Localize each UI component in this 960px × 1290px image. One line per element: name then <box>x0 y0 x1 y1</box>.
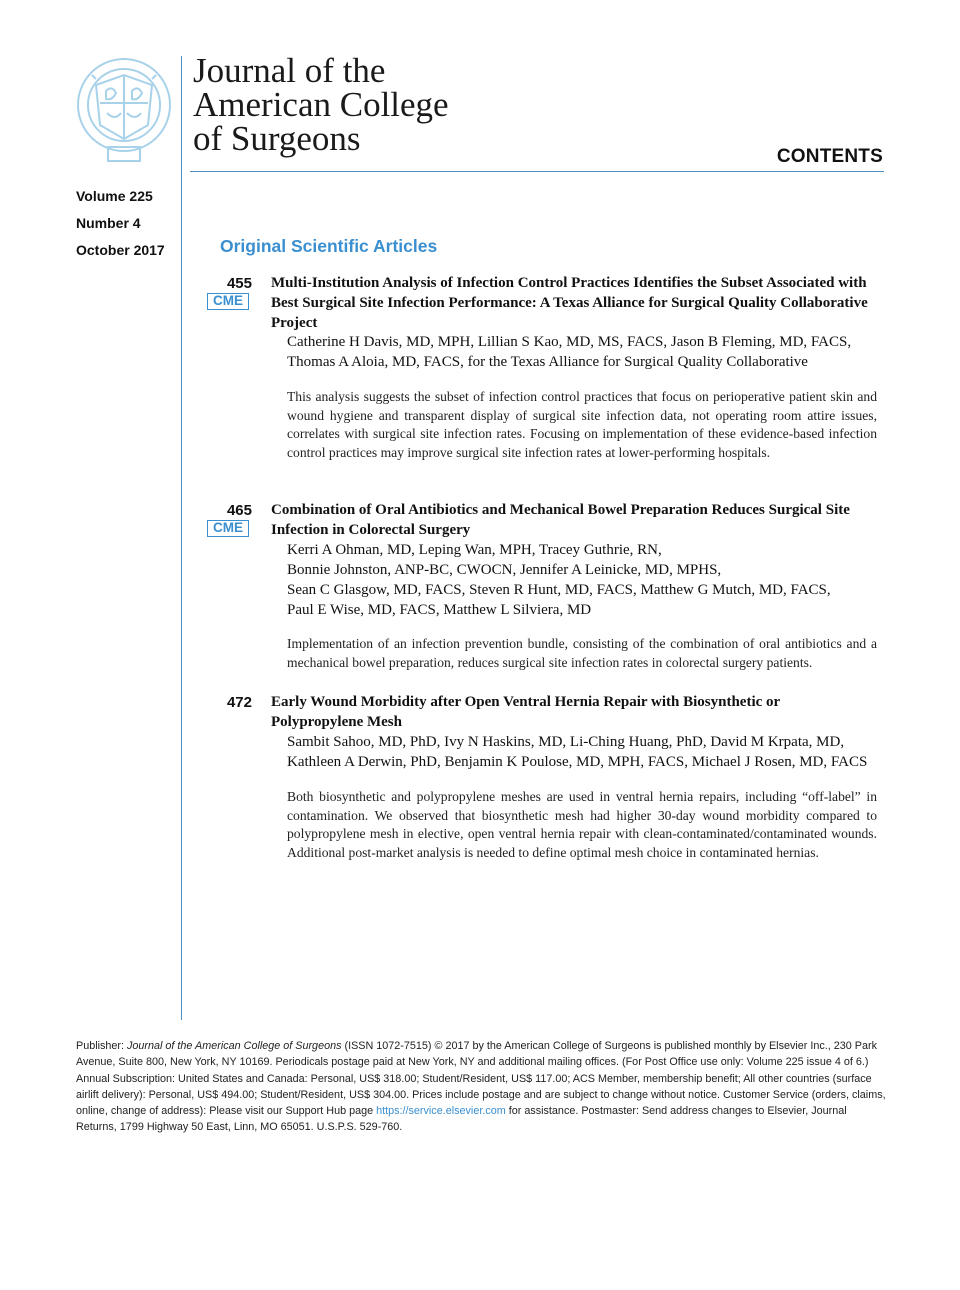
vertical-divider <box>181 56 182 1020</box>
college-seal-logo <box>74 55 174 165</box>
cme-badge: CME <box>207 293 249 310</box>
author-line: Kerri A Ohman, MD, Leping Wan, MPH, Tracey Guthrie, RN, <box>287 542 662 558</box>
footer-text: (ISSN 1072-7515) © 2017 by the American College of Surgeons is published monthly by Elsevier Inc., 230 Park Avenue, Suite 800, New York, NY 10169. Periodicals postage paid at New York, NY and additional mailing offices. (For Post Office use only: Volume 225 issue 4 of 6.) Annual Subscription: United States and Canada: Personal, US$ 318.00; Student/Resident, US$ 117.00; ACS Member, membership benefit; All other countries (surface airlift delivery): Personal, US$ 494.00; Student/Resident, US$ 304.00. Prices include postage and are subject to change without notice. Customer Service (orders, claims, online, change of address): Please visit our Support Hub page <box>76 1040 886 1118</box>
article-title[interactable]: Multi-Institution Analysis of Infection Control Practices Identifies the Subset Associated with Best Surgical Site Infection Performance: A Texas Alliance for Surgical Quality Collaborative Project <box>271 275 868 331</box>
journal-title-line-2: American College <box>193 85 449 124</box>
article-title[interactable]: Early Wound Morbidity after Open Ventral Hernia Repair with Biosynthetic or Polypropylene Mesh <box>271 694 780 730</box>
article-summary: Implementation of an infection prevention bundle, consisting of the combination of oral antibiotics and a mechanical bowel preparation, reduces surgical site infection rates in colorectal surgery patients. <box>287 636 877 670</box>
section-heading: Original Scientific Articles <box>220 236 438 256</box>
author-line: Kathleen A Derwin, PhD, Benjamin K Poulose, MD, MPH, FACS, Michael J Rosen, MD, FACS <box>287 754 868 770</box>
cme-badge: CME <box>207 520 249 537</box>
author-line: Catherine H Davis, MD, MPH, Lillian S Kao, MD, MS, FACS, Jason B Fleming, MD, FACS, <box>287 334 852 350</box>
footer-publisher-label: Publisher: <box>76 1040 128 1052</box>
author-line: Bonnie Johnston, ANP-BC, CWOCN, Jennifer A Leinicke, MD, MPHS, <box>287 562 722 578</box>
footer-journal-name: Journal of the American College of Surgeons <box>127 1040 342 1052</box>
article-title[interactable]: Combination of Oral Antibiotics and Mechanical Bowel Preparation Reduces Surgical Site Infection in Colorectal Surgery <box>271 502 850 538</box>
author-line: Sean C Glasgow, MD, FACS, Steven R Hunt, MD, FACS, Matthew G Mutch, MD, FACS, <box>287 582 831 598</box>
issue-volume: Volume 225 <box>76 188 153 204</box>
author-line: Paul E Wise, MD, FACS, Matthew L Silviera, MD <box>287 602 592 618</box>
article-page-number: 455 <box>226 275 252 292</box>
journal-title <box>193 51 449 158</box>
journal-title-line-1: Journal of the <box>193 51 386 90</box>
article-page-number: 465 <box>226 502 252 519</box>
article-authors <box>287 732 897 772</box>
contents-label: CONTENTS <box>776 146 883 167</box>
footer-text-end: for assistance. Postmaster: Send address changes to Elsevier, Journal Returns, 1799 Highway 50 East, Linn, MO 65051. U.S.P.S. 529-760. <box>76 1105 847 1134</box>
journal-title-line-3: of Surgeons <box>193 119 361 158</box>
article-authors <box>287 540 897 620</box>
publisher-footer <box>76 1038 886 1136</box>
issue-number: Number 4 <box>76 215 141 231</box>
article-page-number: 472 <box>226 694 252 711</box>
issue-date: October 2017 <box>76 242 165 258</box>
article-authors <box>287 332 897 372</box>
support-hub-link[interactable]: https://service.elsevier.com <box>376 1105 506 1118</box>
article-summary: This analysis suggests the subset of infection control practices that focus on perioperative patient skin and wound hygiene and transparent display of surgical site infection data, not operating room attire issues, correlates with surgical site infection rates. Focusing on implementation of these evidence-based infection control practices may improve surgical site infection rates at lower-performing hospitals. <box>287 389 877 460</box>
article-summary: Both biosynthetic and polypropylene meshes are used in ventral hernia repairs, including “off-label” in contamination. We observed that biosynthetic mesh had higher 30-day wound morbidity compared to polypropylene mesh in elective, open ventral hernia repair with clean-contaminated/contaminated wounds. Additional post-market analysis is needed to define optimal mesh choice in contaminated hernias. <box>287 789 877 860</box>
author-line: Sambit Sahoo, MD, PhD, Ivy N Haskins, MD, Li-Ching Huang, PhD, David M Krpata, MD, <box>287 734 845 750</box>
author-line: Thomas A Aloia, MD, FACS, for the Texas Alliance for Surgical Quality Collaborative <box>287 354 808 370</box>
header-divider <box>190 171 884 172</box>
